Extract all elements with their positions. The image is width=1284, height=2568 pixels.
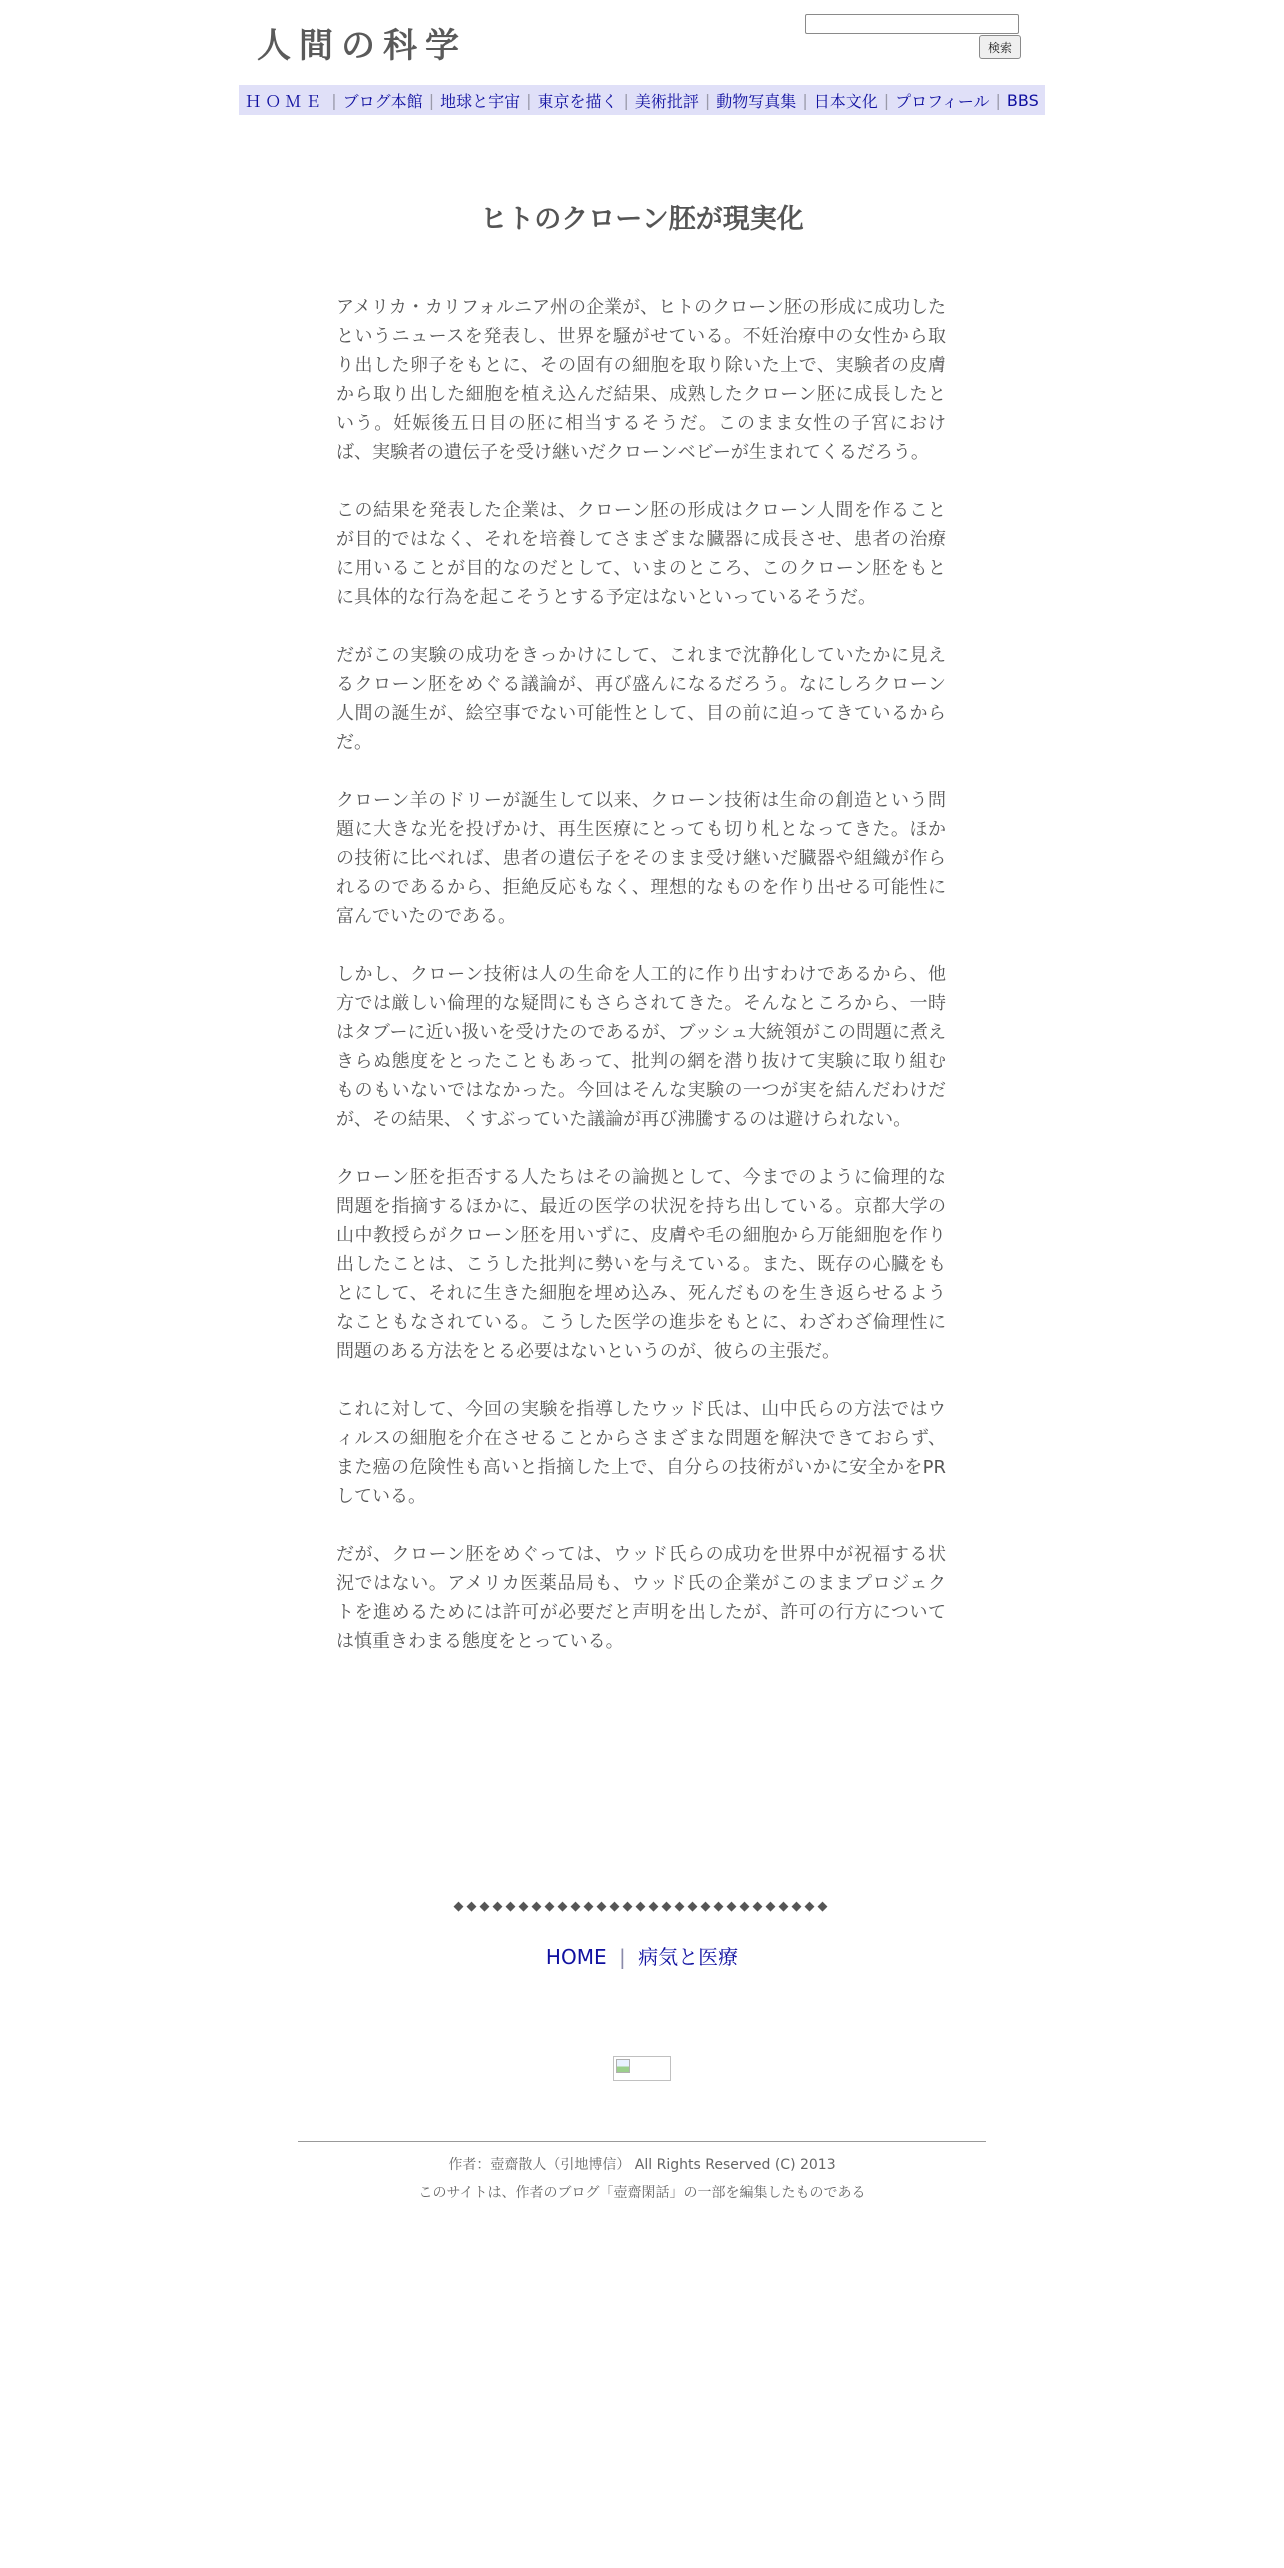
search-button[interactable]: 検索 <box>979 35 1021 59</box>
article-paragraph: クローン羊のドリーが誕生して以来、クローン技術は生命の創造という問題に大きな光を投げかけ、再生医療にとっても切り札となってきた。ほかの技術に比べれば、患者の遺伝子をそのまま受け継いだ臓器や組織が作られるのであるから、拒絶反応もなく、理想的なものを作り出せる可能性に富んでいたのである。 <box>336 790 946 927</box>
nav-separator: | <box>331 90 337 110</box>
nav-link-bbs[interactable]: BBS <box>1006 90 1039 110</box>
nav-link-japanese-culture[interactable]: 日本文化 <box>813 91 878 111</box>
main-navigation <box>239 85 1045 115</box>
site-title: 人間の科学 <box>257 26 467 66</box>
bottom-link-category[interactable]: 病気と医療 <box>638 1945 739 1969</box>
bottom-links <box>0 1941 1284 1973</box>
nav-link-blog[interactable]: ブログ本館 <box>342 91 423 111</box>
broken-image-placeholder[interactable] <box>613 2056 671 2081</box>
article-paragraph: この結果を発表した企業は、クローン胚の形成はクローン人間を作ることが目的ではなく、それを培養してさまざまな臓器に成長させ、患者の治療に用いることが目的なのだとして、いまのところ、このクローン胚をもとに具体的な行為を起こそうとする予定はないといっているそうだ。 <box>336 500 946 608</box>
broken-image-icon <box>616 2059 630 2073</box>
article-paragraph: だが、クローン胚をめぐっては、ウッド氏らの成功を世界中が祝福する状況ではない。アメリカ医薬品局も、ウッド氏の企業がこのままプロジェクトを進めるためには許可が必要だと声明を出したが、許可の行方については慎重きわまる態度をとっている。 <box>336 1544 946 1652</box>
article-paragraph: クローン胚を拒否する人たちはその論拠として、今までのように倫理的な問題を指摘するほかに、最近の医学の状況を持ち出している。京都大学の山中教授らがクローン胚を用いずに、皮膚や毛の細胞から万能細胞を作り出したことは、こうした批判に勢いを与えている。また、既存の心臓をもとにして、それに生きた細胞を埋め込み、死んだものを生き返らせるようなこともなされている。こうした医学の進歩をもとに、わざわざ倫理性に問題のある方法をとる必要はないというのが、彼らの主張だ。 <box>336 1167 946 1362</box>
nav-link-earth-space[interactable]: 地球と宇宙 <box>440 91 521 111</box>
article-paragraph: アメリカ・カリフォルニア州の企業が、ヒトのクローン胚の形成に成功したというニュースを発表し、世界を騒がせている。不妊治療中の女性から取り出した卵子をもとに、その固有の細胞を取り除いた上で、実験者の皮膚から取り出した細胞を植え込んだ結果、成熟したクローン胚に成長したという。妊娠後五日目の胚に相当するそうだ。このまま女性の子宮におけば、実験者の遺伝子を受け継いだクローンベビーが生まれてくるだろう。 <box>336 297 946 463</box>
nav-separator: | <box>704 90 711 110</box>
bottom-link-separator: | <box>618 1945 626 1969</box>
article-paragraph: しかし、クローン技術は人の生命を人工的に作り出すわけであるから、他方では厳しい倫理的な疑問にもさらされてきた。そんなところから、一時はタブーに近い扱いを受けたのであるが、ブッシュ大統領がこの問題に煮えきらぬ態度をとったこともあって、批判の網を潜り抜けて実験に取り組むものもいないではなかった。今回はそんな実験の一つが実を結んだわけだが、その結果、くすぶっていた議論が再び沸騰するのは避けられない。 <box>336 964 946 1130</box>
article-paragraph: これに対して、今回の実験を指導したウッド氏は、山中氏らの方法ではウィルスの細胞を介在させることからさまざまな問題を解決できておらず、また癌の危険性も高いと指摘した上で、自分らの技術がいかに安全かをPRしている。 <box>336 1399 946 1507</box>
footer-note: このサイトは、作者のブログ「壺齋閑話」の一部を編集したものである <box>418 2185 866 2201</box>
article-paragraph: だがこの実験の成功をきっかけにして、これまで沈静化していたかに見えるクローン胚をめぐる議論が、再び盛んになるだろう。なにしろクローン人間の誕生が、絵空事でない可能性として、目の前に迫ってきているからだ。 <box>336 645 946 753</box>
article-title: ヒトのクローン胚が現実化 <box>480 204 804 235</box>
article-body <box>336 293 946 1685</box>
nav-separator: | <box>623 90 629 110</box>
nav-link-tokyo[interactable]: 東京を描く <box>537 91 618 111</box>
nav-link-art-review[interactable]: 美術批評 <box>634 91 699 111</box>
nav-separator: | <box>526 90 532 110</box>
footer-copyright: 作者：壺齋散人（引地博信） All Rights Reserved (C) 2013 <box>448 2157 836 2173</box>
nav-separator: | <box>802 90 808 110</box>
nav-separator: | <box>995 90 1001 110</box>
footer-divider <box>298 2141 986 2142</box>
diamond-divider: ◆◆◆◆◆◆◆◆◆◆◆◆◆◆◆◆◆◆◆◆◆◆◆◆◆◆◆◆◆ <box>453 1899 831 1914</box>
nav-link-animal-photos[interactable]: 動物写真集 <box>716 91 797 111</box>
nav-separator: | <box>428 90 435 110</box>
bottom-link-home[interactable]: HOME <box>545 1945 607 1969</box>
nav-link-home[interactable]: ＨＯＭＥ <box>245 91 326 111</box>
nav-separator: | <box>883 90 890 110</box>
search-input[interactable] <box>805 14 1019 34</box>
nav-link-profile[interactable]: プロフィール <box>895 91 990 111</box>
